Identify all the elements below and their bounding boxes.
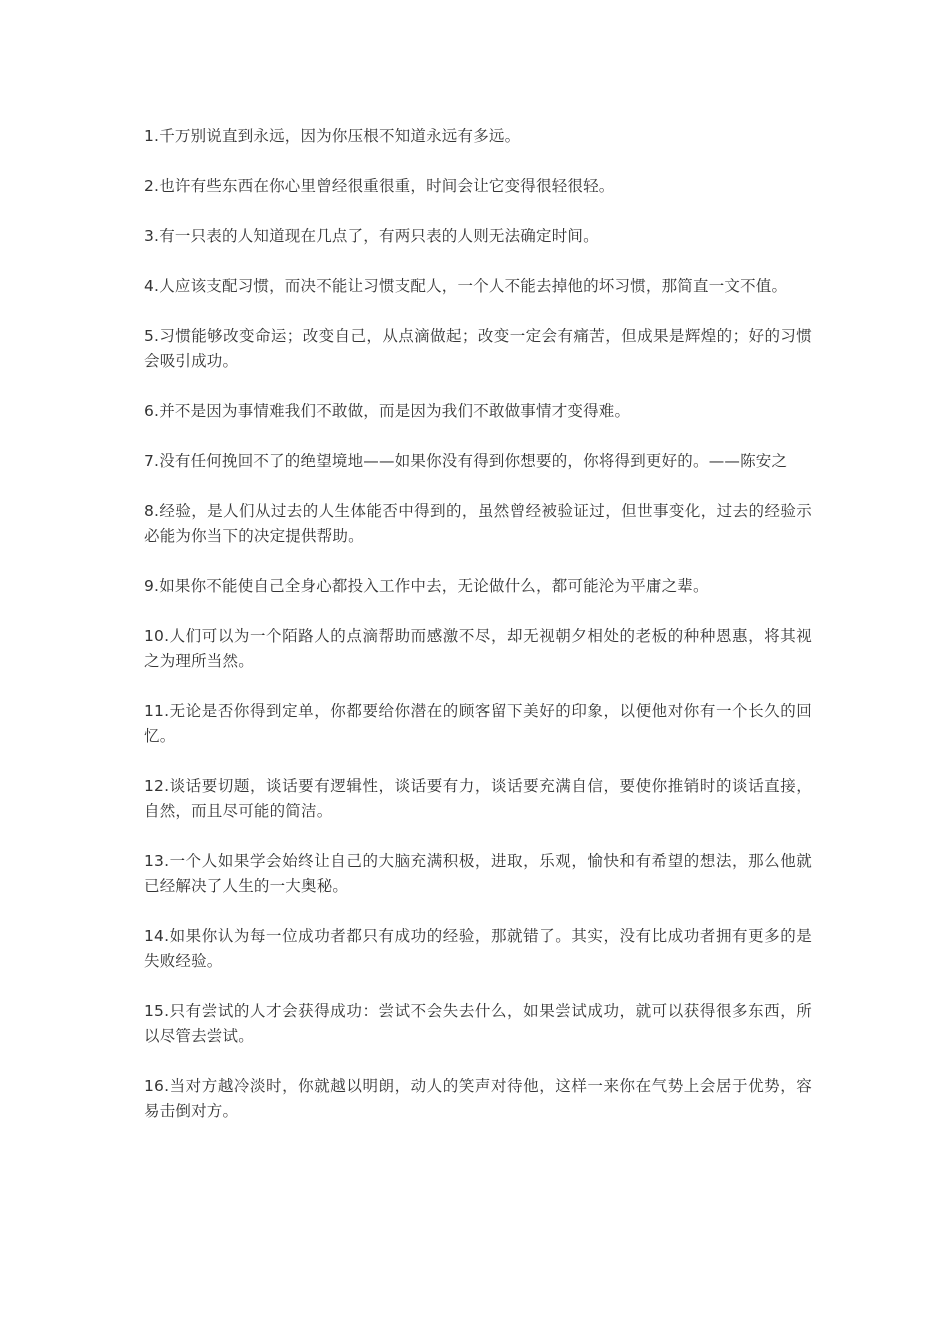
paragraph-9: 9.如果你不能使自己全身心都投入工作中去，无论做什么，都可能沦为平庸之辈。	[144, 577, 709, 595]
paragraph-2: 2.也许有些东西在你心里曾经很重很重，时间会让它变得很轻很轻。	[144, 177, 615, 195]
paragraph-13: 13.一个人如果学会始终让自己的大脑充满积极，进取，乐观，愉快和有希望的想法，那么他就已经解决了人生的一大奥秘。	[144, 852, 812, 895]
paragraph-16: 16.当对方越冷淡时，你就越以明朗，动人的笑声对待他，这样一来你在气势上会居于优势，容易击倒对方。	[144, 1077, 812, 1120]
paragraph-3: 3.有一只表的人知道现在几点了，有两只表的人则无法确定时间。	[144, 227, 599, 245]
paragraph-15: 15.只有尝试的人才会获得成功：尝试不会失去什么，如果尝试成功，就可以获得很多东西，所以尽管去尝试。	[144, 1002, 812, 1045]
paragraph-4: 4.人应该支配习惯，而决不能让习惯支配人，一个人不能去掉他的坏习惯，那简直一文不值。	[144, 277, 788, 295]
paragraph-11: 11.无论是否你得到定单，你都要给你潜在的顾客留下美好的印象，以便他对你有一个长久的回忆。	[144, 702, 812, 745]
paragraph-12: 12.谈话要切题，谈话要有逻辑性，谈话要有力，谈话要充满自信，要使你推销时的谈话直接，自然，而且尽可能的简洁。	[144, 777, 812, 820]
paragraph-7: 7.没有任何挽回不了的绝望境地——如果你没有得到你想要的，你将得到更好的。——陈安之	[144, 452, 788, 470]
paragraph-8: 8.经验，是人们从过去的人生体能否中得到的，虽然曾经被验证过，但世事变化，过去的经验示必能为你当下的决定提供帮助。	[144, 502, 812, 545]
paragraph-6: 6.并不是因为事情难我们不敢做，而是因为我们不敢做事情才变得难。	[144, 402, 631, 420]
document-body	[144, 124, 812, 1149]
paragraph-1: 1.千万别说直到永远，因为你压根不知道永远有多远。	[144, 127, 521, 145]
paragraph-14: 14.如果你认为每一位成功者都只有成功的经验，那就错了。其实，没有比成功者拥有更多的是失败经验。	[144, 927, 812, 970]
paragraph-5: 5.习惯能够改变命运；改变自己，从点滴做起；改变一定会有痛苦，但成果是辉煌的；好的习惯会吸引成功。	[144, 327, 812, 370]
paragraph-10: 10.人们可以为一个陌路人的点滴帮助而感激不尽，却无视朝夕相处的老板的种种恩惠，将其视之为理所当然。	[144, 627, 812, 670]
